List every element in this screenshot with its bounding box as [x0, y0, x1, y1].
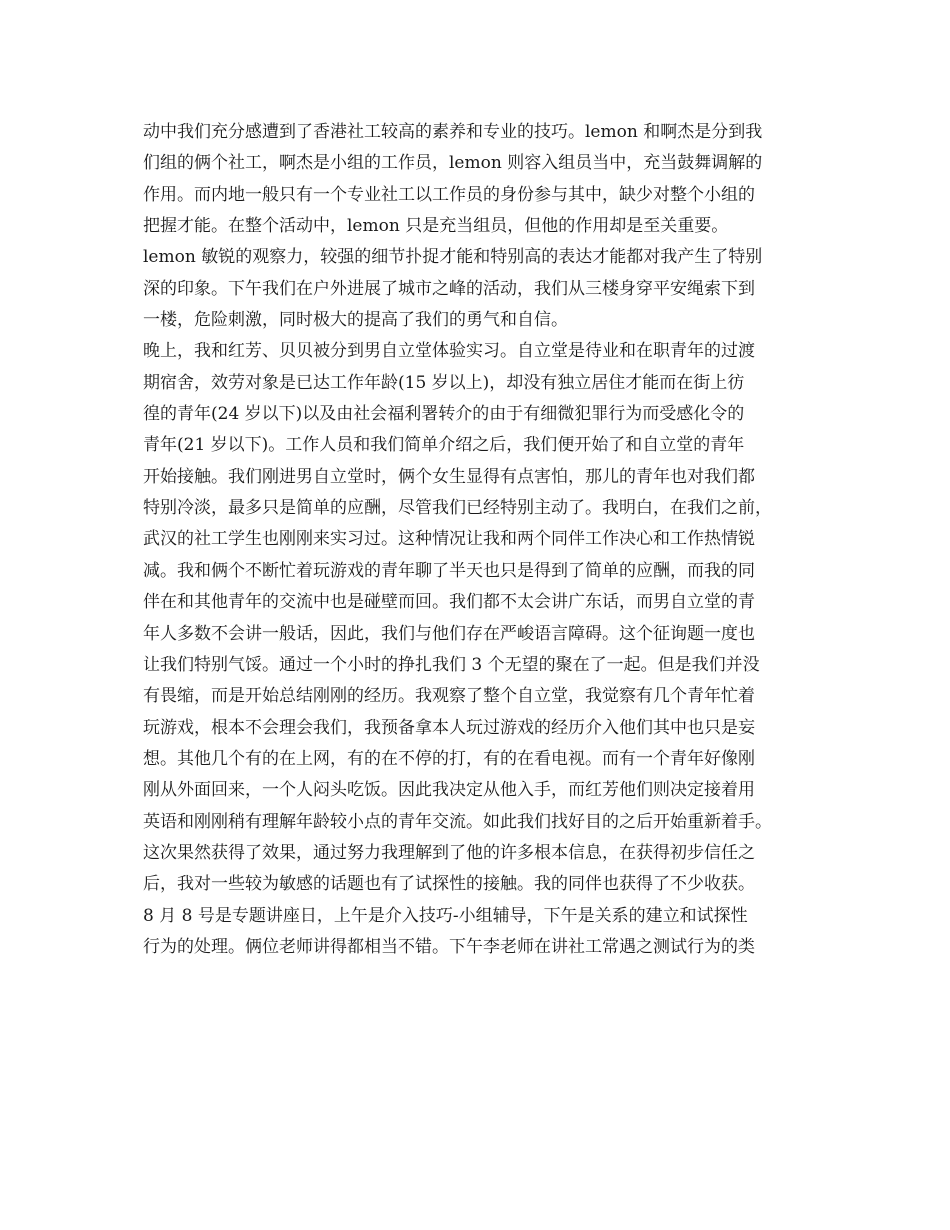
text-line: 后，我对一些较为敏感的话题也有了试探性的接触。我的同伴也获得了不少收获。 [143, 874, 755, 895]
text-line: 减。我和俩个不断忙着玩游戏的青年聊了半天也只是得到了简单的应酬，而我的同 [143, 560, 755, 581]
text-line: 让我们特别气馁。通过一个小时的挣扎我们 3 个无望的聚在了一起。但是我们并没 [143, 654, 760, 675]
text-line: 一楼，危险刺激，同时极大的提高了我们的勇气和自信。 [143, 310, 568, 331]
text-line: 青年(21 岁以下)。工作人员和我们简单介绍之后，我们便开始了和自立堂的青年 [143, 435, 745, 456]
text-line: lemon 敏锐的观察力，较强的细节扑捉才能和特别高的表达才能都对我产生了特别 [143, 247, 763, 268]
text-line: 徨的青年(24 岁以下)以及由社会福利署转介的由于有细微犯罪行为而受感化令的 [143, 404, 745, 425]
text-line: 有畏缩，而是开始总结刚刚的经历。我观察了整个自立堂，我觉察有几个青年忙着 [143, 686, 755, 707]
text-line: 玩游戏，根本不会理会我们，我预备拿本人玩过游戏的经历介入他们其中也只是妄 [143, 717, 755, 738]
text-line: 开始接触。我们刚进男自立堂时，俩个女生显得有点害怕，那儿的青年也对我们都 [143, 466, 755, 487]
text-line: 伴在和其他青年的交流中也是碰壁而回。我们都不太会讲广东话，而男自立堂的青 [143, 592, 755, 613]
text-line: 刚从外面回来，一个人闷头吃饭。因此我决定从他入手，而红芳他们则决定接着用 [143, 780, 755, 801]
text-line: 晚上，我和红芳、贝贝被分到男自立堂体验实习。自立堂是待业和在职青年的过渡 [143, 341, 755, 362]
text-line: 作用。而内地一般只有一个专业社工以工作员的身份参与其中，缺少对整个小组的 [143, 184, 755, 205]
body-text [143, 117, 833, 963]
text-line: 这次果然获得了效果，通过努力我理解到了他的许多根本信息，在获得初步信任之 [143, 842, 755, 863]
text-line: 年人多数不会讲一般话，因此，我们与他们存在严峻语言障碍。这个征询题一度也 [143, 623, 755, 644]
text-line: 行为的处理。俩位老师讲得都相当不错。下午李老师在讲社工常遇之测试行为的类 [143, 936, 755, 957]
text-line: 把握才能。在整个活动中，lemon 只是充当组员，但他的作用却是至关重要。 [143, 216, 729, 237]
text-line: 深的印象。下午我们在户外进展了城市之峰的活动，我们从三楼身穿平安绳索下到 [143, 278, 755, 299]
text-line: 想。其他几个有的在上网，有的在不停的打，有的在看电视。而有一个青年好像刚 [143, 748, 755, 769]
text-line: 期宿舍，效劳对象是已达工作年龄(15 岁以上)，却没有独立居住才能而在街上彷 [143, 372, 745, 393]
text-line: 英语和刚刚稍有理解年龄较小点的青年交流。如此我们找好目的之后开始重新着手。 [143, 811, 772, 832]
text-line: 武汉的社工学生也刚刚来实习过。这种情况让我和两个同伴工作决心和工作热情锐 [143, 529, 755, 550]
text-line: 们组的俩个社工，啊杰是小组的工作员，lemon 则容入组员当中，充当鼓舞调解的 [143, 153, 763, 174]
text-line: 动中我们充分感遭到了香港社工较高的素养和专业的技巧。lemon 和啊杰是分到我 [143, 122, 763, 142]
text-line: 特别冷淡，最多只是简单的应酬，尽管我们已经特别主动了。我明白，在我们之前， [143, 498, 772, 519]
text-line: 8 月 8 号是专题讲座日，上午是介入技巧-小组辅导，下午是关系的建立和试探性 [143, 905, 748, 926]
